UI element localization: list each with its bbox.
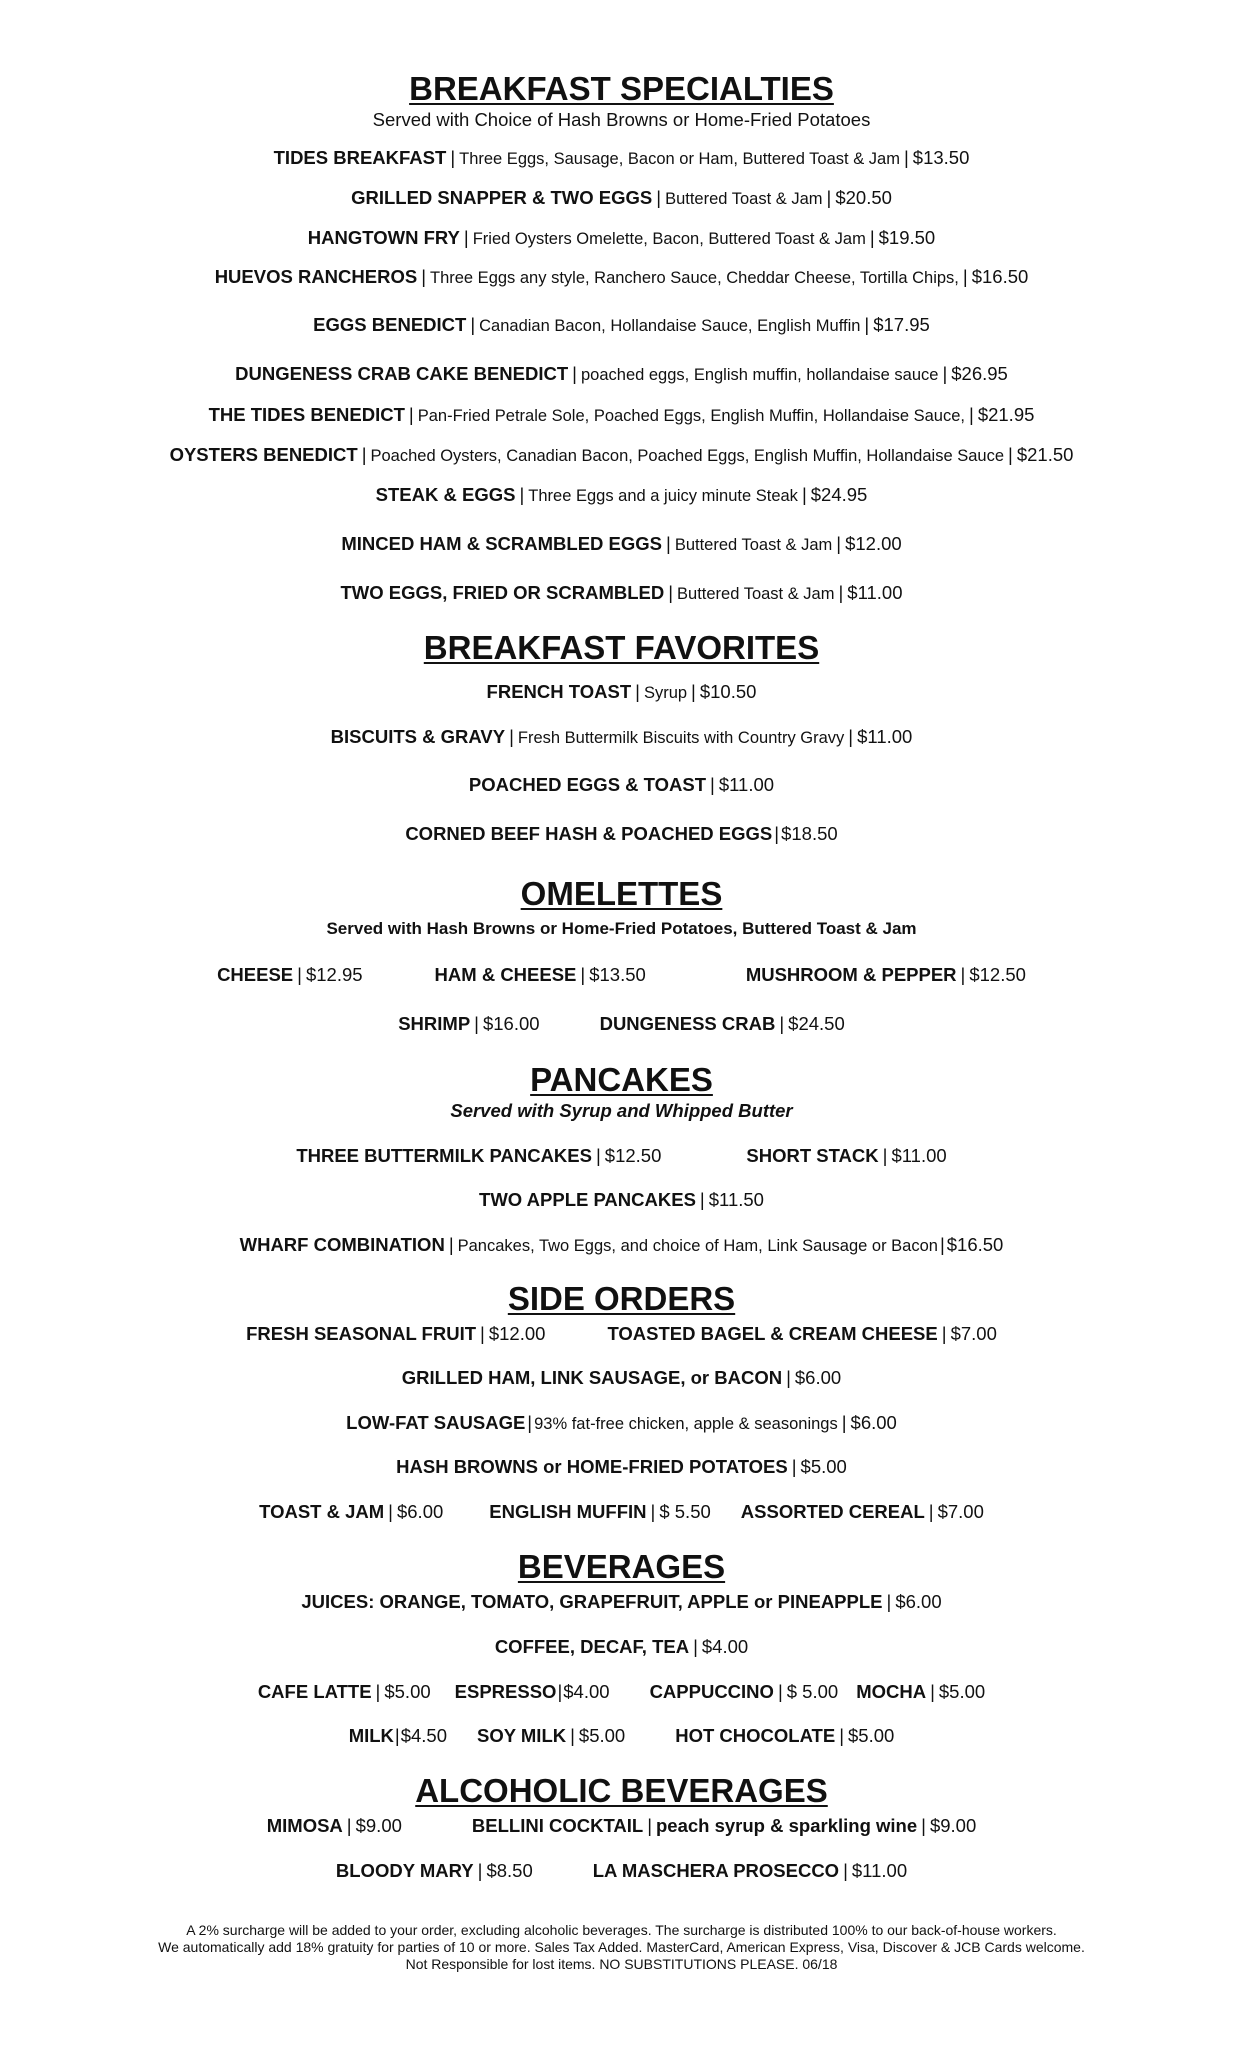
menu-item: ASSORTED CEREAL | $7.00 <box>740 1501 984 1522</box>
item-price: $12.50 <box>969 964 1026 985</box>
menu-item: THE TIDES BENEDICT | Pan-Fried Petrale Sole, Poached Eggs, English Muffin, Hollandaise Sauce, | $21.95 <box>0 403 1243 428</box>
item-desc: Fried Oysters Omelette, Bacon, Buttered Toast & Jam <box>472 230 866 248</box>
item-name: THREE BUTTERMILK PANCAKES <box>296 1145 592 1166</box>
menu-item: MIMOSA | $9.00 <box>266 1815 402 1836</box>
menu-item: EGGS BENEDICT | Canadian Bacon, Hollandaise Sauce, English Muffin | $17.95 <box>0 313 1243 338</box>
menu-item: MILK|$4.50 <box>348 1725 448 1746</box>
menu-item: LA MASCHERA PROSECCO | $11.00 <box>592 1860 908 1881</box>
section-title: BREAKFAST SPECIALTIES <box>409 70 834 107</box>
item-name: BISCUITS & GRAVY <box>330 726 506 747</box>
menu-item: HOT CHOCOLATE | $5.00 <box>675 1725 895 1746</box>
item-name: HAM & CHEESE <box>434 964 577 985</box>
menu-item: FRENCH TOAST | Syrup | $10.50 <box>0 680 1243 705</box>
section-title: SIDE ORDERS <box>507 1280 736 1317</box>
menu-item: TIDES BREAKFAST | Three Eggs, Sausage, Bacon or Ham, Buttered Toast & Jam | $13.50 <box>0 146 1243 171</box>
item-price: $4.00 <box>563 1681 610 1702</box>
item-desc: Canadian Bacon, Hollandaise Sauce, English Muffin <box>479 317 861 335</box>
item-desc: Poached Oysters, Canadian Bacon, Poached Eggs, English Muffin, Hollandaise Sauce <box>370 447 1005 465</box>
item-name: SHORT STACK <box>746 1145 879 1166</box>
item-desc: Buttered Toast & Jam <box>674 536 833 554</box>
item-price: $12.00 <box>488 1323 546 1344</box>
menu-item: COFFEE, DECAF, TEA | $4.00 <box>494 1636 749 1657</box>
item-name: STEAK & EGGS <box>375 484 516 505</box>
item-name: CHEESE <box>217 964 294 985</box>
item-price: $18.50 <box>781 823 838 844</box>
item-price: $11.50 <box>708 1189 764 1210</box>
menu-item: HANGTOWN FRY | Fried Oysters Omelette, Bacon, Buttered Toast & Jam | $19.50 <box>0 226 1243 251</box>
item-price: $5.00 <box>384 1681 431 1702</box>
item-name: MIMOSA <box>266 1815 343 1836</box>
menu-item: SHORT STACK | $11.00 <box>746 1145 947 1166</box>
menu-item: HUEVOS RANCHEROS | Three Eggs any style, Ranchero Sauce, Cheddar Cheese, Tortilla Chips, | $16.50 <box>0 265 1243 290</box>
item-name: DUNGENESS CRAB CAKE BENEDICT <box>235 363 569 384</box>
section-title: PANCAKES <box>530 1061 713 1098</box>
item-name: BELLINI COCKTAIL <box>471 1815 644 1836</box>
menu-item: OYSTERS BENEDICT | Poached Oysters, Canadian Bacon, Poached Eggs, English Muffin, Hollandaise Sauce | $21.50 <box>0 443 1243 468</box>
item-price: $5.00 <box>800 1456 847 1477</box>
menu-item: ESPRESSO|$4.00 <box>454 1681 610 1702</box>
item-price: $19.50 <box>878 227 936 248</box>
item-name: MILK <box>348 1725 394 1746</box>
menu-item: CAFE LATTE | $5.00 <box>257 1681 431 1702</box>
item-price: $6.00 <box>396 1501 444 1522</box>
section-title: ALCOHOLIC BEVERAGES <box>415 1772 828 1809</box>
item-price: $12.50 <box>604 1145 662 1166</box>
menu-item: POACHED EGGS & TOAST | $11.00 <box>468 774 775 795</box>
item-name: HOT CHOCOLATE <box>675 1725 836 1746</box>
menu-row <box>0 1724 1243 1748</box>
item-desc: Fresh Buttermilk Biscuits with Country Gravy <box>517 729 845 747</box>
footer-notes <box>0 1922 1243 1973</box>
item-name: FRESH SEASONAL FRUIT <box>246 1323 477 1344</box>
item-name: HUEVOS RANCHEROS <box>214 266 418 287</box>
item-price: $9.00 <box>355 1815 402 1836</box>
item-desc: Pancakes, Two Eggs, and choice of Ham, Link Sausage or Bacon <box>457 1237 938 1255</box>
item-name: JUICES: ORANGE, TOMATO, GRAPEFRUIT, APPLE or PINEAPPLE <box>301 1591 883 1612</box>
item-price: $9.00 <box>929 1815 977 1836</box>
item-name: LOW-FAT SAUSAGE <box>346 1412 526 1433</box>
item-name: CAPPUCCINO <box>649 1681 774 1702</box>
item-price: $13.50 <box>912 147 970 168</box>
menu-item: BISCUITS & GRAVY | Fresh Buttermilk Biscuits with Country Gravy | $11.00 <box>0 725 1243 750</box>
item-price: $12.95 <box>305 964 363 985</box>
item-name: BLOODY MARY <box>335 1860 474 1881</box>
item-price: $24.95 <box>810 484 868 505</box>
menu-row <box>0 1859 1243 1883</box>
menu-item: TWO APPLE PANCAKES | $11.50 <box>479 1189 764 1210</box>
item-price: $13.50 <box>589 964 646 985</box>
menu-item: TOASTED BAGEL & CREAM CHEESE | $7.00 <box>607 1323 997 1344</box>
item-name: SHRIMP <box>398 1013 471 1034</box>
item-price: $17.95 <box>873 314 930 335</box>
menu-row <box>0 1012 1243 1036</box>
menu-item: HAM & CHEESE | $13.50 <box>434 964 646 985</box>
item-desc: peach syrup & sparkling wine <box>656 1815 918 1836</box>
menu-row <box>0 1680 1243 1704</box>
item-desc: poached eggs, English muffin, hollandaise sauce <box>580 366 939 384</box>
item-name: EGGS BENEDICT <box>313 314 467 335</box>
section-alcoholic-beverages <box>0 1772 1243 1810</box>
menu-row <box>0 1814 1243 1838</box>
item-name: GRILLED SNAPPER & TWO EGGS <box>351 187 653 208</box>
item-desc: Three Eggs and a juicy minute Steak <box>528 487 798 505</box>
item-name: LA MASCHERA PROSECCO <box>592 1860 840 1881</box>
item-name: GRILLED HAM, LINK SAUSAGE, or BACON <box>401 1367 783 1388</box>
footer-line: Not Responsible for lost items. NO SUBSTITUTIONS PLEASE. 06/18 <box>405 1956 838 1972</box>
item-name: DUNGENESS CRAB <box>599 1013 776 1034</box>
menu-item: LOW-FAT SAUSAGE | 93% fat-free chicken, apple & seasonings | $6.00 <box>0 1411 1243 1436</box>
item-price: $5.00 <box>848 1725 895 1746</box>
item-price: $16.50 <box>946 1234 1004 1255</box>
menu-item: GRILLED HAM, LINK SAUSAGE, or BACON | $6.00 <box>401 1367 842 1388</box>
item-name: WHARF COMBINATION <box>239 1234 445 1255</box>
item-name: THE TIDES BENEDICT <box>208 404 405 425</box>
menu-item: MUSHROOM & PEPPER | $12.50 <box>745 964 1026 985</box>
item-desc: Three Eggs any style, Ranchero Sauce, Cheddar Cheese, Tortilla Chips, <box>430 269 959 287</box>
menu-item: MINCED HAM & SCRAMBLED EGGS | Buttered Toast & Jam | $12.00 <box>0 532 1243 557</box>
section-breakfast-favorites <box>0 629 1243 667</box>
section-pancakes <box>0 1061 1243 1123</box>
item-name: POACHED EGGS & TOAST <box>468 774 707 795</box>
menu-item: TWO EGGS, FRIED OR SCRAMBLED | Buttered Toast & Jam | $11.00 <box>0 581 1243 606</box>
item-price: $11.00 <box>857 726 913 747</box>
item-name: COFFEE, DECAF, TEA <box>494 1636 690 1657</box>
item-price: $6.00 <box>794 1367 842 1388</box>
section-subtitle: Served with Syrup and Whipped Butter <box>450 1100 793 1121</box>
item-name: HASH BROWNS or HOME-FRIED POTATOES <box>396 1456 788 1477</box>
menu-row <box>0 1144 1243 1168</box>
item-name: TWO APPLE PANCAKES <box>479 1189 696 1210</box>
item-name: TWO EGGS, FRIED OR SCRAMBLED <box>340 582 665 603</box>
item-name: MUSHROOM & PEPPER <box>745 964 957 985</box>
menu-item: BELLINI COCKTAIL | peach syrup & sparkling wine | $9.00 <box>471 1815 977 1836</box>
item-price: $10.50 <box>699 681 757 702</box>
footer-line: We automatically add 18% gratuity for parties of 10 or more. Sales Tax Added. MasterCard, American Express, Visa, Discover & JCB Cards welcome. <box>158 1939 1085 1955</box>
item-name: CORNED BEEF HASH & POACHED EGGS <box>405 823 773 844</box>
section-title: BREAKFAST FAVORITES <box>423 629 820 666</box>
item-price: $12.00 <box>845 533 902 554</box>
item-price: $11.00 <box>891 1145 947 1166</box>
section-subtitle: Served with Choice of Hash Browns or Home-Fried Potatoes <box>372 109 871 130</box>
item-name: MINCED HAM & SCRAMBLED EGGS <box>341 533 662 554</box>
item-price: $6.00 <box>895 1591 942 1612</box>
item-name: ENGLISH MUFFIN <box>489 1501 647 1522</box>
section-side-orders <box>0 1280 1243 1318</box>
item-name: TOAST & JAM <box>259 1501 385 1522</box>
item-name: FRENCH TOAST <box>486 681 632 702</box>
section-title: BEVERAGES <box>517 1548 726 1585</box>
item-price: $20.50 <box>835 187 892 208</box>
item-desc: Three Eggs, Sausage, Bacon or Ham, Buttered Toast & Jam <box>459 150 900 168</box>
item-name: TIDES BREAKFAST <box>273 147 447 168</box>
item-price: $5.00 <box>578 1725 626 1746</box>
item-name: ESPRESSO <box>454 1681 557 1702</box>
item-name: TOASTED BAGEL & CREAM CHEESE <box>607 1323 938 1344</box>
item-price: $16.00 <box>482 1013 540 1034</box>
item-price: $4.00 <box>701 1636 749 1657</box>
item-price: $6.00 <box>850 1412 897 1433</box>
item-price: $11.00 <box>847 582 903 603</box>
menu-item: WHARF COMBINATION | Pancakes, Two Eggs, and choice of Ham, Link Sausage or Bacon | $16.50 <box>0 1233 1243 1258</box>
item-price: $7.00 <box>937 1501 984 1522</box>
item-name: MOCHA <box>856 1681 927 1702</box>
item-price: $11.00 <box>851 1860 908 1881</box>
menu-item: THREE BUTTERMILK PANCAKES | $12.50 <box>296 1145 662 1166</box>
menu-row <box>0 963 1243 987</box>
section-subtitle: Served with Hash Browns or Home-Fried Potatoes, Buttered Toast & Jam <box>326 919 917 938</box>
item-desc: Buttered Toast & Jam <box>677 585 835 603</box>
item-name: HANGTOWN FRY <box>307 227 460 248</box>
menu-item: DUNGENESS CRAB | $24.50 <box>599 1013 845 1034</box>
item-price: $5.00 <box>938 1681 986 1702</box>
section-breakfast-specialties <box>0 70 1243 132</box>
menu-item: ENGLISH MUFFIN | $ 5.50 <box>489 1501 711 1522</box>
item-name: OYSTERS BENEDICT <box>169 444 358 465</box>
menu-item: JUICES: ORANGE, TOMATO, GRAPEFRUIT, APPLE or PINEAPPLE | $6.00 <box>301 1591 942 1612</box>
item-price: $26.95 <box>951 363 1008 384</box>
item-price: $7.00 <box>950 1323 997 1344</box>
menu-item: MOCHA | $5.00 <box>856 1681 986 1702</box>
item-price: $ 5.00 <box>786 1681 839 1702</box>
item-name: ASSORTED CEREAL <box>740 1501 925 1522</box>
item-price: $16.50 <box>971 266 1029 287</box>
item-desc: Syrup <box>643 684 688 702</box>
menu-item: SHRIMP | $16.00 <box>398 1013 540 1034</box>
menu-item: DUNGENESS CRAB CAKE BENEDICT | poached eggs, English muffin, hollandaise sauce | $26.95 <box>0 362 1243 387</box>
menu-item: HASH BROWNS or HOME-FRIED POTATOES | $5.00 <box>396 1456 847 1477</box>
menu-item: FRESH SEASONAL FRUIT | $12.00 <box>246 1323 546 1344</box>
item-price: $24.50 <box>788 1013 845 1034</box>
section-title: OMELETTES <box>520 875 723 912</box>
item-price: $8.50 <box>486 1860 533 1881</box>
menu-item: BLOODY MARY | $8.50 <box>335 1860 533 1881</box>
item-desc: Pan-Fried Petrale Sole, Poached Eggs, English Muffin, Hollandaise Sauce, <box>417 407 965 425</box>
menu-item: CAPPUCCINO | $ 5.00 <box>649 1681 839 1702</box>
section-beverages <box>0 1548 1243 1586</box>
item-name: CAFE LATTE <box>257 1681 372 1702</box>
item-price: $11.00 <box>718 774 775 795</box>
menu-item: SOY MILK | $5.00 <box>477 1725 626 1746</box>
item-desc: 93% fat-free chicken, apple & seasonings <box>534 1415 838 1433</box>
menu-row <box>0 1322 1243 1346</box>
menu-item: GRILLED SNAPPER & TWO EGGS | Buttered Toast & Jam | $20.50 <box>0 186 1243 211</box>
menu-item: TOAST & JAM | $6.00 <box>259 1501 444 1522</box>
menu-item: STEAK & EGGS | Three Eggs and a juicy minute Steak | $24.95 <box>0 483 1243 508</box>
item-price: $21.95 <box>977 404 1035 425</box>
item-name: SOY MILK <box>477 1725 567 1746</box>
item-price: $21.50 <box>1016 444 1074 465</box>
menu-item: CORNED BEEF HASH & POACHED EGGS | $18.50 <box>405 823 838 844</box>
footer-line: A 2% surcharge will be added to your order, excluding alcoholic beverages. The surcharge is distributed 100% to our back-of-house workers. <box>186 1922 1057 1938</box>
item-price: $ 5.50 <box>659 1501 711 1522</box>
section-omelettes <box>0 875 1243 941</box>
item-desc: Buttered Toast & Jam <box>665 190 823 208</box>
menu-row <box>0 1500 1243 1524</box>
item-price: $4.50 <box>400 1725 448 1746</box>
menu-item: CHEESE | $12.95 <box>217 964 363 985</box>
